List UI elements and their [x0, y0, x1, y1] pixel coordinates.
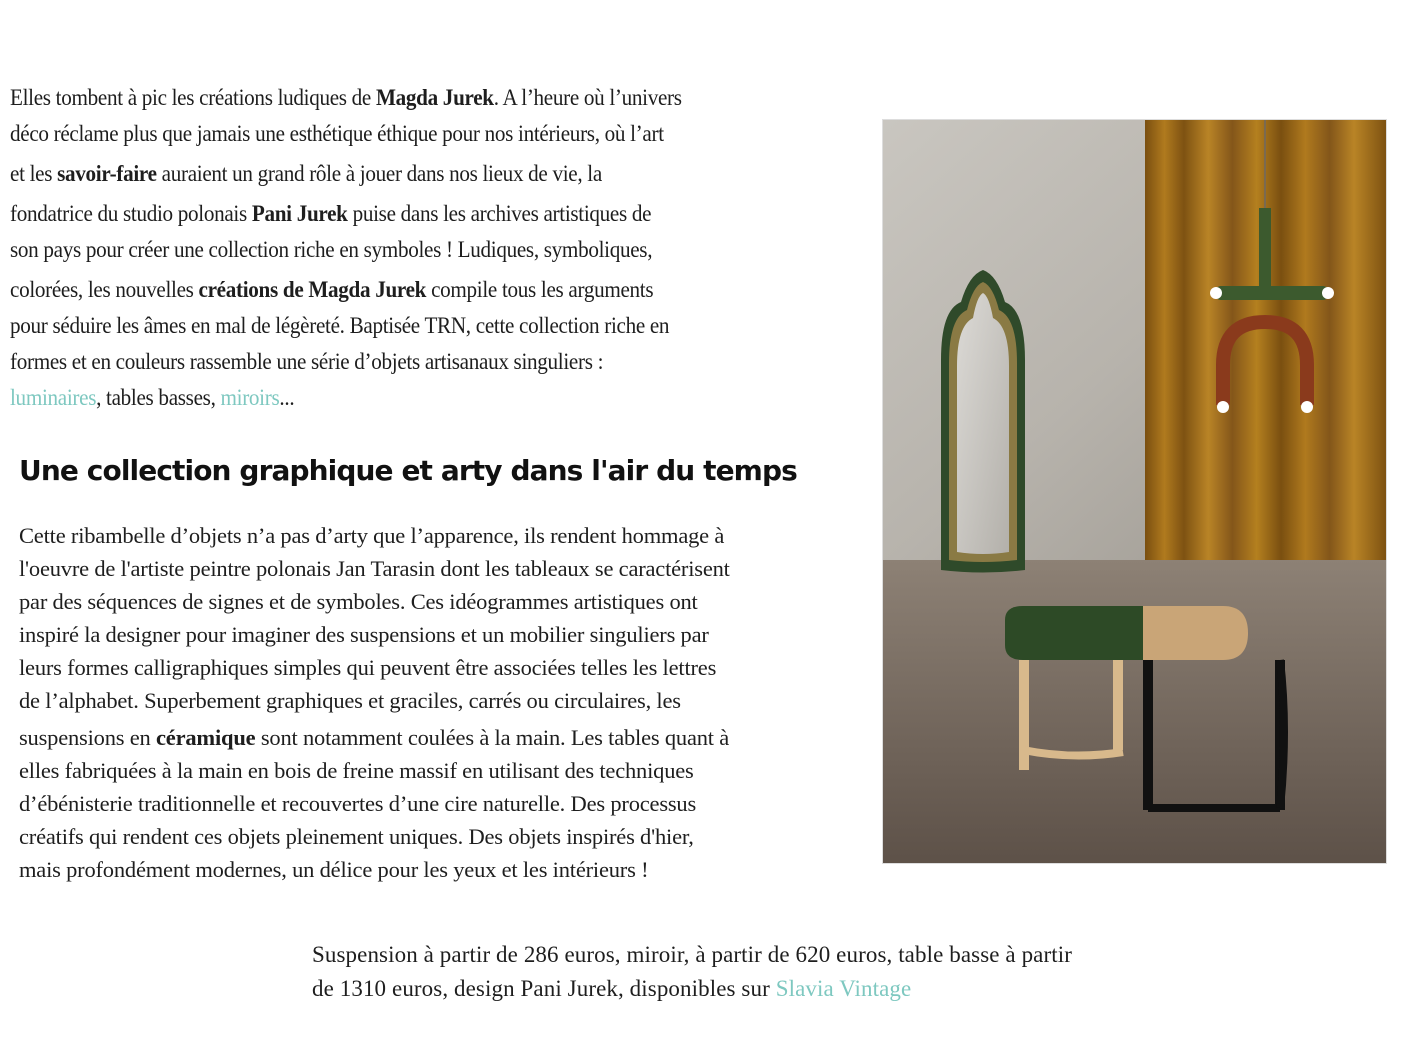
section-heading: Une collection graphique et arty dans l'air du temps — [19, 454, 797, 487]
text: , tables basses, — [96, 385, 221, 410]
text: . A l’heure où l’univers — [493, 85, 682, 110]
body-line — [19, 722, 879, 755]
bulb — [1301, 401, 1313, 413]
intro-line — [10, 198, 746, 234]
bulb — [1210, 287, 1222, 299]
pendant-stem — [1259, 208, 1271, 288]
text: et les — [10, 161, 58, 186]
body-line: de l’alphabet. Superbement graphiques et graciles, carrés ou circulaires, les — [19, 688, 681, 713]
text: Elles tombent à pic les créations ludiques de — [10, 85, 376, 110]
product-photo-illustration — [883, 120, 1387, 864]
intro-line: déco réclame plus que jamais une esthétique éthique pour nos intérieurs, où l’art — [10, 121, 664, 146]
body-line: inspiré la designer pour imaginer des suspensions et un mobilier singuliers par — [19, 622, 709, 647]
product-photo — [882, 119, 1387, 864]
body-paragraph — [19, 520, 879, 887]
studio-name: Pani Jurek — [251, 201, 348, 226]
intro-paragraph — [10, 82, 746, 418]
body-line: mais profondément modernes, un délice pour les yeux et les intérieurs ! — [19, 857, 649, 882]
intro-line: son pays pour créer une collection riche en symboles ! Ludiques, symboliques, — [10, 237, 653, 262]
product-caption — [312, 938, 1212, 1006]
text: colorées, les nouvelles — [10, 277, 199, 302]
intro-line: formes et en couleurs rassemble une série d’objets artisanaux singuliers : — [10, 349, 604, 374]
intro-line — [10, 158, 746, 198]
text: sont notamment coulées à la main. Les tables quant à — [255, 725, 730, 750]
table-top-wood — [1143, 606, 1248, 660]
caption-line: Suspension à partir de 286 euros, miroir, à partir de 620 euros, table basse à partir — [312, 942, 1072, 967]
body-line: l'oeuvre de l'artiste peintre polonais Jan Tarasin dont les tableaux se caractérisent — [19, 556, 730, 581]
text: fondatrice du studio polonais — [10, 201, 252, 226]
pendant-bar — [1215, 286, 1329, 300]
body-line: d’ébénisterie traditionnelle et recouvertes d’une cire naturelle. Des processus — [19, 791, 697, 816]
table-leg — [1113, 660, 1123, 750]
slavia-vintage-link[interactable]: Slavia Vintage — [775, 976, 912, 1001]
text: de 1310 euros, design Pani Jurek, disponibles sur — [312, 976, 776, 1001]
text: suspensions en — [19, 725, 156, 750]
floor — [883, 560, 1387, 864]
intro-line — [10, 82, 746, 118]
table-top-green — [1005, 606, 1143, 660]
intro-line — [10, 382, 746, 418]
luminaires-link[interactable]: luminaires — [10, 385, 97, 410]
keyword: créations de Magda Jurek — [198, 277, 427, 302]
text: compile tous les arguments — [426, 277, 654, 302]
text: ... — [279, 385, 295, 410]
body-line: créatifs qui rendent ces objets pleinement uniques. Des objets inspirés d'hier, — [19, 824, 694, 849]
body-line: leurs formes calligraphiques simples qui peuvent être associées telles les lettres — [19, 655, 717, 680]
text: auraient un grand rôle à jouer dans nos lieux de vie, la — [156, 161, 602, 186]
intro-line: pour séduire les âmes en mal de légèreté. Baptisée TRN, cette collection riche en — [10, 313, 670, 338]
body-line: elles fabriquées à la main en bois de freine massif en utilisant des techniques — [19, 758, 694, 783]
table-arc-black — [1280, 660, 1284, 808]
intro-line — [10, 274, 746, 310]
keyword: céramique — [156, 725, 256, 750]
designer-name: Magda Jurek — [375, 85, 494, 110]
body-line: Cette ribambelle d’objets n’a pas d’arty que l’apparence, ils rendent hommage à — [19, 523, 725, 548]
miroirs-link[interactable]: miroirs — [220, 385, 280, 410]
bulb — [1322, 287, 1334, 299]
body-line: par des séquences de signes et de symboles. Ces idéogrammes artistiques ont — [19, 589, 698, 614]
caption-line — [312, 972, 1212, 1006]
bulb — [1217, 401, 1229, 413]
mirror-glass — [957, 293, 1009, 554]
keyword: savoir-faire — [57, 161, 157, 186]
table-leg-black — [1143, 660, 1153, 810]
text: puise dans les archives artistiques de — [347, 201, 652, 226]
